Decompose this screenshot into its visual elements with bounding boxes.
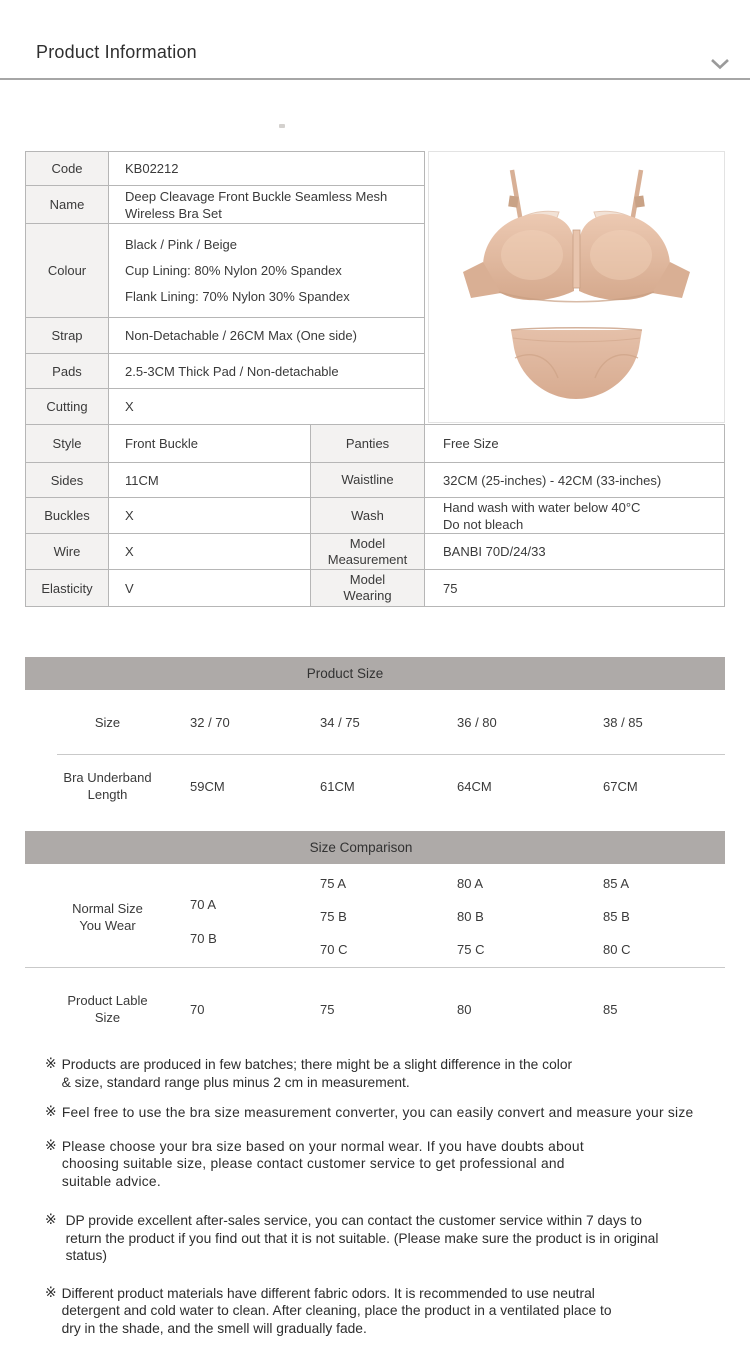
- comparison-column: [320, 866, 457, 967]
- label-size-value: 80: [457, 1001, 472, 1017]
- table-row: [26, 389, 424, 424]
- label-text: Buckles: [44, 508, 90, 523]
- length-value: 61CM: [320, 778, 355, 794]
- row-value: [109, 463, 311, 497]
- row-label: [26, 224, 109, 317]
- bra-set-illustration: [429, 152, 724, 422]
- value-text: X: [125, 544, 134, 559]
- comparison-column: [603, 866, 725, 967]
- bra-size: 75 C: [457, 941, 485, 957]
- table-row: [26, 318, 424, 354]
- label-size-value: 85: [603, 1001, 618, 1017]
- comparison-column: [190, 866, 320, 967]
- value-text: X: [125, 399, 134, 414]
- chevron-down-icon[interactable]: [710, 58, 730, 70]
- row-value: [425, 463, 724, 497]
- row-value: [109, 498, 311, 533]
- section-header[interactable]: [0, 0, 750, 80]
- row-value: [425, 498, 724, 533]
- value-text: 75: [443, 580, 458, 596]
- label-text: Bra Underband Length: [63, 770, 152, 802]
- label-text: Code: [51, 161, 83, 176]
- bra-size: 80 C: [603, 941, 631, 957]
- reference-mark-icon: ※: [45, 1284, 57, 1301]
- panties-illustration: [511, 328, 642, 399]
- note-text: DP provide excellent after-sales service, you can contact the customer service within 7 days to return the product if you find out that it is not suitable. (Please make sure the product is in original status): [65, 1213, 659, 1263]
- value-text: 11CM: [125, 472, 159, 488]
- table-row: [26, 463, 724, 498]
- size-value: 34 / 75: [320, 714, 360, 730]
- row-label: [311, 463, 425, 497]
- label-text: Size: [94, 714, 121, 730]
- row-label: [25, 714, 190, 731]
- underband-row: [25, 755, 725, 817]
- value-text: Deep Cleavage Front Buckle Seamless Mesh Wireless Bra Set: [125, 188, 388, 221]
- row-label: [25, 769, 190, 803]
- section-title: Size Comparison: [309, 840, 413, 855]
- reference-mark-icon: ※: [45, 1212, 57, 1228]
- row-value: [109, 152, 424, 185]
- row-divider: [25, 967, 725, 968]
- label-text: Name: [49, 197, 85, 212]
- value-text: Non-Detachable / 26CM Max (One side): [125, 328, 357, 343]
- note-text: Different product materials have different fabric odors. It is recommended to use neutral detergent and cold water to clean. After cleaning, place the product in a ventilated place to dry in the shade, and the smell will gradually fade.: [61, 1285, 612, 1336]
- label-text: Wire: [53, 544, 81, 559]
- spec-table-upper: [25, 151, 425, 424]
- label-text: Pads: [52, 363, 82, 379]
- bra-size: 80 A: [457, 875, 484, 891]
- table-row: [26, 354, 424, 389]
- row-label: [26, 186, 109, 223]
- value-text: Free Size: [443, 436, 499, 451]
- table-row: [26, 186, 424, 224]
- row-value: [109, 224, 424, 317]
- section-title: Product Size: [306, 666, 384, 681]
- row-label: [26, 463, 109, 497]
- row-label: [26, 318, 109, 353]
- label-text: Colour: [47, 263, 87, 278]
- reference-mark-icon: ※: [45, 1056, 57, 1072]
- value-text: 2.5-3CM Thick Pad / Non-detachable: [125, 363, 339, 379]
- normal-size-row: [25, 866, 725, 967]
- row-label: [26, 534, 109, 569]
- note-item: [45, 1138, 710, 1191]
- label-text: Elasticity: [41, 580, 93, 596]
- row-value: [109, 318, 424, 353]
- bra-illustration: [463, 170, 690, 302]
- note-item: [45, 1104, 710, 1122]
- row-value: [425, 425, 724, 462]
- row-label: [311, 534, 425, 569]
- bra-size: 75 A: [320, 875, 347, 891]
- value-text: 32CM (25-inches) - 42CM (33-inches): [443, 472, 662, 488]
- row-label: [26, 389, 109, 424]
- bra-size: 85 B: [603, 908, 630, 924]
- note-text: Feel free to use the bra size measurement converter, you can easily convert and measure your size: [61, 1105, 694, 1120]
- notes-section: [45, 1056, 710, 1337]
- label-text: Cutting: [46, 399, 88, 414]
- row-label: [26, 354, 109, 388]
- row-label: [311, 425, 425, 462]
- label-text: Product Lable Size: [67, 993, 148, 1025]
- row-value: [109, 389, 424, 424]
- table-row: [26, 498, 724, 534]
- value-text: V: [125, 580, 134, 596]
- table-row: [26, 570, 724, 606]
- row-value: [109, 570, 311, 606]
- value-text: Hand wash with water below 40°C: [443, 499, 641, 515]
- label-size-row: [25, 975, 725, 1043]
- page-title: Product Information: [36, 42, 197, 62]
- table-row: [26, 224, 424, 318]
- label-text: Normal Size You Wear: [72, 900, 143, 933]
- bra-size: 75 B: [320, 908, 347, 924]
- value-text: Flank Lining: 70% Nylon 30% Spandex: [125, 288, 350, 304]
- label-text: Waistline: [341, 472, 394, 487]
- row-label: [25, 992, 190, 1026]
- product-photo: [428, 151, 725, 423]
- row-value: [109, 186, 424, 223]
- label-text: Model Measurement: [327, 535, 408, 567]
- product-size-header: [25, 657, 725, 690]
- row-label: [26, 498, 109, 533]
- bra-size: 80 B: [457, 908, 484, 924]
- size-value: 32 / 70: [190, 714, 230, 730]
- label-text: Strap: [51, 328, 83, 343]
- value-text: KB02212: [125, 161, 179, 176]
- size-value: 38 / 85: [603, 714, 643, 730]
- note-item: [45, 1212, 710, 1265]
- table-row: [26, 152, 424, 186]
- label-text: Model Wearing: [343, 572, 392, 603]
- row-value: [109, 425, 311, 462]
- note-item: [45, 1056, 710, 1091]
- row-label: [26, 152, 109, 185]
- row-value: [109, 354, 424, 388]
- value-text: Front Buckle: [125, 436, 198, 451]
- row-label: [26, 425, 109, 462]
- length-value: 64CM: [457, 778, 492, 794]
- length-value: 67CM: [603, 778, 638, 794]
- note-text: Please choose your bra size based on your normal wear. If you have doubts about choosing suitable size, please contact customer service to get professional and suitable advice.: [61, 1138, 584, 1189]
- size-row: [25, 690, 725, 754]
- row-label: [26, 570, 109, 606]
- value-text: X: [125, 508, 134, 523]
- image-artifact-dot: [279, 124, 285, 128]
- label-size-value: 75: [320, 1001, 335, 1017]
- row-label: [311, 570, 425, 606]
- label-text: Wash: [351, 507, 384, 523]
- row-value: [109, 534, 311, 569]
- bra-size: 70 A: [190, 896, 217, 912]
- reference-mark-icon: ※: [45, 1137, 57, 1154]
- size-value: 36 / 80: [457, 714, 497, 730]
- bra-size: 70 B: [190, 930, 217, 946]
- comparison-column: [457, 866, 603, 967]
- row-label: [25, 866, 190, 967]
- size-comparison-header: [25, 831, 725, 864]
- value-text: Do not bleach: [443, 516, 524, 532]
- row-value: [425, 534, 724, 569]
- value-text: Black / Pink / Beige: [125, 236, 237, 252]
- label-text: Sides: [50, 472, 84, 488]
- note-item: [45, 1285, 710, 1338]
- label-size-value: 70: [190, 1001, 205, 1017]
- spec-table-lower: [25, 424, 725, 607]
- length-value: 59CM: [190, 778, 225, 794]
- reference-mark-icon: ※: [45, 1104, 57, 1120]
- label-text: Style: [52, 436, 82, 451]
- row-label: [311, 498, 425, 533]
- row-value: [425, 570, 724, 606]
- bra-size: 85 A: [603, 875, 630, 891]
- spec-table: [25, 151, 725, 607]
- value-text: Cup Lining: 80% Nylon 20% Spandex: [125, 262, 342, 278]
- label-text: Panties: [345, 435, 390, 451]
- table-row: [26, 425, 724, 463]
- bra-size: 70 C: [320, 941, 348, 957]
- note-text: Products are produced in few batches; there might be a slight difference in the color & size, standard range plus minus 2 cm in measurement.: [61, 1057, 573, 1090]
- value-text: BANBI 70D/24/33: [443, 544, 546, 559]
- table-row: [26, 534, 724, 570]
